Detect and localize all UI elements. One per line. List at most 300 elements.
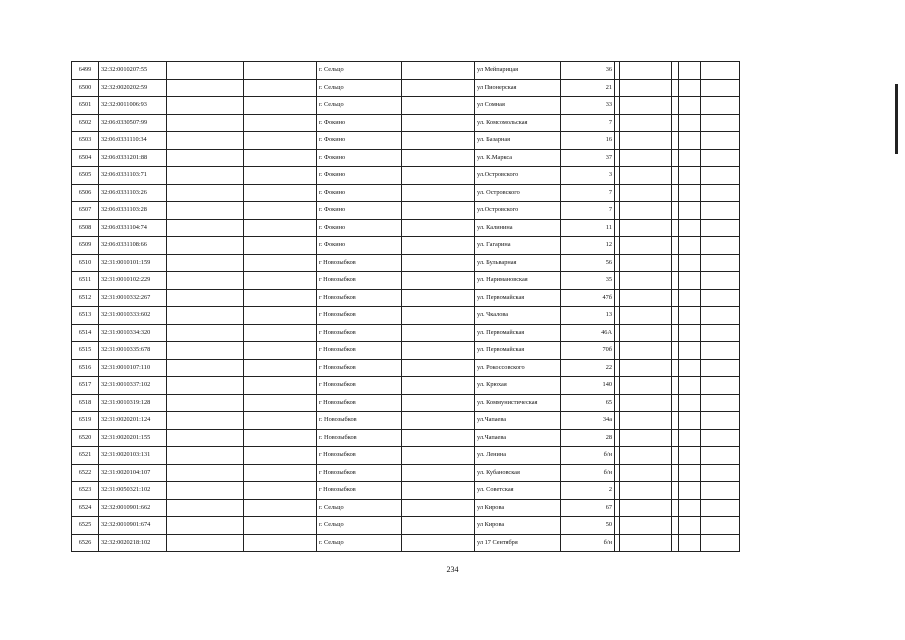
cell-city: г. Сельцо: [317, 79, 402, 97]
cell-empty: [672, 499, 679, 517]
cell-empty: [402, 97, 475, 115]
cell-cadastral-number: 32:31:0010334:320: [99, 324, 167, 342]
cell-cadastral-number: 32:32:0010901:662: [99, 499, 167, 517]
cell-empty: [402, 149, 475, 167]
cell-cadastral-number: 32:31:0010332:267: [99, 289, 167, 307]
cell-row-number: 6517: [72, 377, 99, 395]
cell-street: ул. Коммунистическая: [475, 394, 561, 412]
cell-house-number: 28: [561, 429, 615, 447]
cell-empty: [244, 412, 317, 430]
cell-row-number: 6504: [72, 149, 99, 167]
cell-empty: [701, 429, 740, 447]
table-row: [72, 307, 740, 325]
table-row: [72, 534, 740, 552]
cell-empty: [244, 324, 317, 342]
cell-empty: [402, 62, 475, 80]
cell-city: г. Сельцо: [317, 499, 402, 517]
cell-cadastral-number: 32:06:0331108:66: [99, 237, 167, 255]
cell-empty: [167, 254, 244, 272]
cell-house-number: 7: [561, 114, 615, 132]
cell-empty: [402, 464, 475, 482]
cell-empty: [167, 517, 244, 535]
cell-empty: [672, 412, 679, 430]
cell-empty: [620, 534, 672, 552]
cell-empty: [672, 272, 679, 290]
cell-cadastral-number: 32:31:0010333:602: [99, 307, 167, 325]
cell-empty: [701, 272, 740, 290]
cell-empty: [701, 482, 740, 500]
cell-row-number: 6505: [72, 167, 99, 185]
cell-city: г Новозыбков: [317, 447, 402, 465]
cell-empty: [244, 289, 317, 307]
cell-cadastral-number: 32:31:0010335:678: [99, 342, 167, 360]
cell-street: ул.Чапаева: [475, 429, 561, 447]
cell-row-number: 6518: [72, 394, 99, 412]
cell-empty: [167, 324, 244, 342]
cell-house-number: 50: [561, 517, 615, 535]
cell-house-number: 37: [561, 149, 615, 167]
cell-empty: [620, 464, 672, 482]
cell-empty: [620, 79, 672, 97]
table-row: [72, 132, 740, 150]
cell-empty: [701, 377, 740, 395]
cell-empty: [167, 79, 244, 97]
cell-street: ул.Островского: [475, 167, 561, 185]
cell-row-number: 6522: [72, 464, 99, 482]
cell-cadastral-number: 32:31:0010107:110: [99, 359, 167, 377]
cell-row-number: 6516: [72, 359, 99, 377]
cell-house-number: 11: [561, 219, 615, 237]
table-row: [72, 342, 740, 360]
cell-house-number: б/н: [561, 464, 615, 482]
cell-empty: [244, 219, 317, 237]
cell-empty: [701, 447, 740, 465]
cell-empty: [402, 307, 475, 325]
cell-empty: [620, 482, 672, 500]
cell-empty: [620, 359, 672, 377]
cell-cadastral-number: 32:06:0331103:71: [99, 167, 167, 185]
cell-city: г Новозыбков: [317, 342, 402, 360]
cell-empty: [244, 97, 317, 115]
cell-city: г Новозыбков: [317, 289, 402, 307]
cell-row-number: 6515: [72, 342, 99, 360]
cell-empty: [620, 219, 672, 237]
cell-empty: [402, 237, 475, 255]
cell-empty: [244, 62, 317, 80]
cell-empty: [402, 429, 475, 447]
cell-empty: [402, 394, 475, 412]
cell-empty: [402, 447, 475, 465]
cell-empty: [679, 464, 701, 482]
cell-empty: [672, 289, 679, 307]
cell-empty: [167, 97, 244, 115]
cell-empty: [620, 272, 672, 290]
cell-empty: [679, 534, 701, 552]
cell-empty: [701, 534, 740, 552]
cell-city: г. Новозыбков: [317, 429, 402, 447]
cell-empty: [672, 219, 679, 237]
cell-empty: [672, 324, 679, 342]
cell-empty: [679, 377, 701, 395]
cell-cadastral-number: 32:32:0020202:59: [99, 79, 167, 97]
table-row: [72, 499, 740, 517]
cell-empty: [620, 97, 672, 115]
cell-empty: [679, 97, 701, 115]
cell-street: ул. Ленина: [475, 447, 561, 465]
cell-empty: [244, 307, 317, 325]
cell-empty: [672, 167, 679, 185]
cell-empty: [244, 254, 317, 272]
cell-empty: [244, 184, 317, 202]
cell-empty: [167, 62, 244, 80]
cell-city: г Новозыбков: [317, 377, 402, 395]
cell-empty: [679, 167, 701, 185]
cell-empty: [701, 149, 740, 167]
cell-empty: [701, 499, 740, 517]
cell-empty: [701, 132, 740, 150]
cell-house-number: 36: [561, 62, 615, 80]
cell-empty: [402, 254, 475, 272]
cell-empty: [167, 202, 244, 220]
cell-empty: [679, 307, 701, 325]
cell-empty: [701, 167, 740, 185]
cell-empty: [402, 289, 475, 307]
cell-empty: [244, 167, 317, 185]
cell-street: ул. Кубановская: [475, 464, 561, 482]
table-row: [72, 377, 740, 395]
cell-street: ул. Рокоссовского: [475, 359, 561, 377]
cell-row-number: 6510: [72, 254, 99, 272]
cell-empty: [620, 517, 672, 535]
cell-house-number: 56: [561, 254, 615, 272]
cell-empty: [701, 219, 740, 237]
cell-empty: [672, 429, 679, 447]
cell-row-number: 6503: [72, 132, 99, 150]
cell-row-number: 6506: [72, 184, 99, 202]
cell-street: ул. К.Маркса: [475, 149, 561, 167]
cell-empty: [679, 359, 701, 377]
cell-empty: [402, 517, 475, 535]
cell-house-number: 3: [561, 167, 615, 185]
cell-empty: [402, 377, 475, 395]
cell-street: ул. Островского: [475, 184, 561, 202]
cell-row-number: 6500: [72, 79, 99, 97]
cell-empty: [701, 359, 740, 377]
table-row: [72, 254, 740, 272]
cell-cadastral-number: 32:32:0010901:674: [99, 517, 167, 535]
cell-empty: [672, 132, 679, 150]
cell-empty: [701, 412, 740, 430]
cell-empty: [701, 289, 740, 307]
cell-empty: [167, 499, 244, 517]
cell-empty: [402, 534, 475, 552]
cell-cadastral-number: 32:06:0331110:34: [99, 132, 167, 150]
cell-empty: [620, 429, 672, 447]
cell-empty: [679, 132, 701, 150]
cell-empty: [167, 394, 244, 412]
cell-empty: [620, 307, 672, 325]
table-row: [72, 79, 740, 97]
cell-empty: [672, 149, 679, 167]
cell-row-number: 6521: [72, 447, 99, 465]
cell-empty: [167, 464, 244, 482]
cell-cadastral-number: 32:31:0050321:102: [99, 482, 167, 500]
cell-empty: [244, 237, 317, 255]
cell-empty: [402, 132, 475, 150]
cell-empty: [672, 184, 679, 202]
cell-empty: [701, 79, 740, 97]
cell-empty: [672, 307, 679, 325]
table-row: [72, 464, 740, 482]
cell-empty: [679, 342, 701, 360]
cell-city: г. Сельцо: [317, 534, 402, 552]
cell-house-number: 7: [561, 184, 615, 202]
cell-city: г. Фокино: [317, 219, 402, 237]
cell-street: ул Кирова: [475, 517, 561, 535]
cell-row-number: 6511: [72, 272, 99, 290]
cell-cadastral-number: 32:31:0010337:102: [99, 377, 167, 395]
table-row: [72, 429, 740, 447]
cell-street: ул. Базарная: [475, 132, 561, 150]
cell-street: ул. Советская: [475, 482, 561, 500]
cell-empty: [167, 377, 244, 395]
cell-empty: [620, 184, 672, 202]
cell-empty: [244, 464, 317, 482]
cell-house-number: 70б: [561, 342, 615, 360]
cell-empty: [244, 79, 317, 97]
table-row: [72, 114, 740, 132]
cell-empty: [679, 412, 701, 430]
cell-street: ул. Первомайская: [475, 324, 561, 342]
cell-empty: [672, 237, 679, 255]
cell-city: г. Фокино: [317, 132, 402, 150]
registry-table: [71, 61, 740, 552]
edge-scan-mark: [895, 84, 898, 154]
cell-empty: [679, 114, 701, 132]
cell-row-number: 6520: [72, 429, 99, 447]
cell-empty: [679, 499, 701, 517]
cell-empty: [620, 289, 672, 307]
cell-empty: [679, 149, 701, 167]
cell-empty: [620, 149, 672, 167]
cell-row-number: 6513: [72, 307, 99, 325]
cell-empty: [244, 394, 317, 412]
cell-empty: [244, 272, 317, 290]
cell-empty: [167, 429, 244, 447]
cell-row-number: 6525: [72, 517, 99, 535]
cell-house-number: 22: [561, 359, 615, 377]
cell-empty: [679, 429, 701, 447]
cell-empty: [620, 377, 672, 395]
cell-empty: [679, 254, 701, 272]
cell-street: ул Сомная: [475, 97, 561, 115]
cell-cadastral-number: 32:06:0331103:28: [99, 202, 167, 220]
cell-street: ул. Гагарина: [475, 237, 561, 255]
cell-empty: [244, 429, 317, 447]
cell-empty: [167, 359, 244, 377]
cell-empty: [402, 272, 475, 290]
cell-empty: [679, 289, 701, 307]
cell-empty: [402, 114, 475, 132]
cell-empty: [679, 517, 701, 535]
cell-row-number: 6523: [72, 482, 99, 500]
cell-empty: [244, 342, 317, 360]
cell-street: ул. Чкалова: [475, 307, 561, 325]
cell-street: ул. Крюхая: [475, 377, 561, 395]
cell-empty: [167, 307, 244, 325]
table-row: [72, 447, 740, 465]
cell-empty: [167, 342, 244, 360]
cell-city: г. Фокино: [317, 114, 402, 132]
cell-empty: [620, 394, 672, 412]
cell-empty: [672, 482, 679, 500]
cell-empty: [701, 202, 740, 220]
cell-empty: [701, 97, 740, 115]
cell-empty: [402, 324, 475, 342]
table-row: [72, 97, 740, 115]
cell-row-number: 6509: [72, 237, 99, 255]
cell-empty: [701, 237, 740, 255]
cell-empty: [244, 132, 317, 150]
cell-empty: [620, 167, 672, 185]
cell-empty: [672, 517, 679, 535]
cell-row-number: 6519: [72, 412, 99, 430]
table-row: [72, 482, 740, 500]
cell-empty: [244, 517, 317, 535]
cell-street: ул.Островского: [475, 202, 561, 220]
cell-empty: [167, 272, 244, 290]
cell-empty: [701, 464, 740, 482]
cell-row-number: 6501: [72, 97, 99, 115]
cell-street: ул. Первомайская: [475, 342, 561, 360]
cell-house-number: 13: [561, 307, 615, 325]
cell-empty: [679, 324, 701, 342]
cell-empty: [672, 202, 679, 220]
cell-empty: [701, 324, 740, 342]
cell-cadastral-number: 32:32:0020218:102: [99, 534, 167, 552]
cell-empty: [679, 394, 701, 412]
cell-house-number: 16: [561, 132, 615, 150]
cell-empty: [672, 534, 679, 552]
cell-street: ул. Бульварная: [475, 254, 561, 272]
table-row: [72, 149, 740, 167]
cell-empty: [679, 62, 701, 80]
cell-street: ул Кирова: [475, 499, 561, 517]
cell-cadastral-number: 32:31:0010101:159: [99, 254, 167, 272]
cell-house-number: 46А: [561, 324, 615, 342]
cell-empty: [402, 499, 475, 517]
cell-city: г Новозыбков: [317, 254, 402, 272]
cell-row-number: 6526: [72, 534, 99, 552]
cell-empty: [701, 254, 740, 272]
table-row: [72, 324, 740, 342]
cell-empty: [620, 342, 672, 360]
table-row: [72, 202, 740, 220]
cell-empty: [402, 412, 475, 430]
cell-street: ул. Первомайская: [475, 289, 561, 307]
cell-empty: [244, 202, 317, 220]
cell-empty: [167, 114, 244, 132]
cell-empty: [620, 114, 672, 132]
cell-empty: [620, 447, 672, 465]
table-row: [72, 167, 740, 185]
cell-empty: [672, 464, 679, 482]
cell-cadastral-number: 32:06:0331103:26: [99, 184, 167, 202]
cell-empty: [402, 482, 475, 500]
cell-empty: [679, 219, 701, 237]
cell-row-number: 6499: [72, 62, 99, 80]
cell-empty: [620, 132, 672, 150]
cell-city: г. Фокино: [317, 167, 402, 185]
cell-city: г Новозыбков: [317, 482, 402, 500]
cell-city: г. Сельцо: [317, 517, 402, 535]
cell-empty: [701, 342, 740, 360]
cell-empty: [679, 447, 701, 465]
cell-row-number: 6524: [72, 499, 99, 517]
cell-house-number: 7: [561, 202, 615, 220]
cell-cadastral-number: 32:32:0011006:93: [99, 97, 167, 115]
cell-empty: [672, 359, 679, 377]
cell-empty: [244, 482, 317, 500]
table-row: [72, 412, 740, 430]
cell-empty: [167, 412, 244, 430]
cell-empty: [672, 97, 679, 115]
cell-empty: [244, 534, 317, 552]
cell-empty: [244, 447, 317, 465]
table-row: [72, 517, 740, 535]
cell-empty: [672, 254, 679, 272]
cell-empty: [244, 377, 317, 395]
cell-house-number: 140: [561, 377, 615, 395]
cell-empty: [402, 167, 475, 185]
cell-city: г. Новозыбков: [317, 412, 402, 430]
cell-empty: [679, 272, 701, 290]
cell-empty: [244, 114, 317, 132]
table-row: [72, 184, 740, 202]
cell-house-number: 34а: [561, 412, 615, 430]
cell-city: г. Фокино: [317, 149, 402, 167]
cell-empty: [620, 237, 672, 255]
cell-empty: [167, 534, 244, 552]
cell-empty: [167, 237, 244, 255]
cell-empty: [701, 184, 740, 202]
cell-empty: [167, 482, 244, 500]
cell-street: ул. Комсомольская: [475, 114, 561, 132]
cell-empty: [167, 132, 244, 150]
table-row: [72, 237, 740, 255]
cell-empty: [679, 184, 701, 202]
cell-house-number: 21: [561, 79, 615, 97]
cell-city: г Новозыбков: [317, 307, 402, 325]
registry-rows: [72, 62, 740, 552]
cell-empty: [620, 202, 672, 220]
cell-empty: [672, 342, 679, 360]
cell-house-number: 12: [561, 237, 615, 255]
cell-street: ул Мейпарицая: [475, 62, 561, 80]
cell-empty: [402, 202, 475, 220]
cell-row-number: 6514: [72, 324, 99, 342]
cell-city: г. Сельцо: [317, 62, 402, 80]
cell-empty: [672, 79, 679, 97]
cell-empty: [167, 167, 244, 185]
cell-city: г Новозыбков: [317, 394, 402, 412]
cell-empty: [244, 359, 317, 377]
cell-empty: [672, 377, 679, 395]
cell-empty: [672, 62, 679, 80]
cell-city: г Новозыбков: [317, 272, 402, 290]
table-row: [72, 359, 740, 377]
cell-empty: [672, 447, 679, 465]
